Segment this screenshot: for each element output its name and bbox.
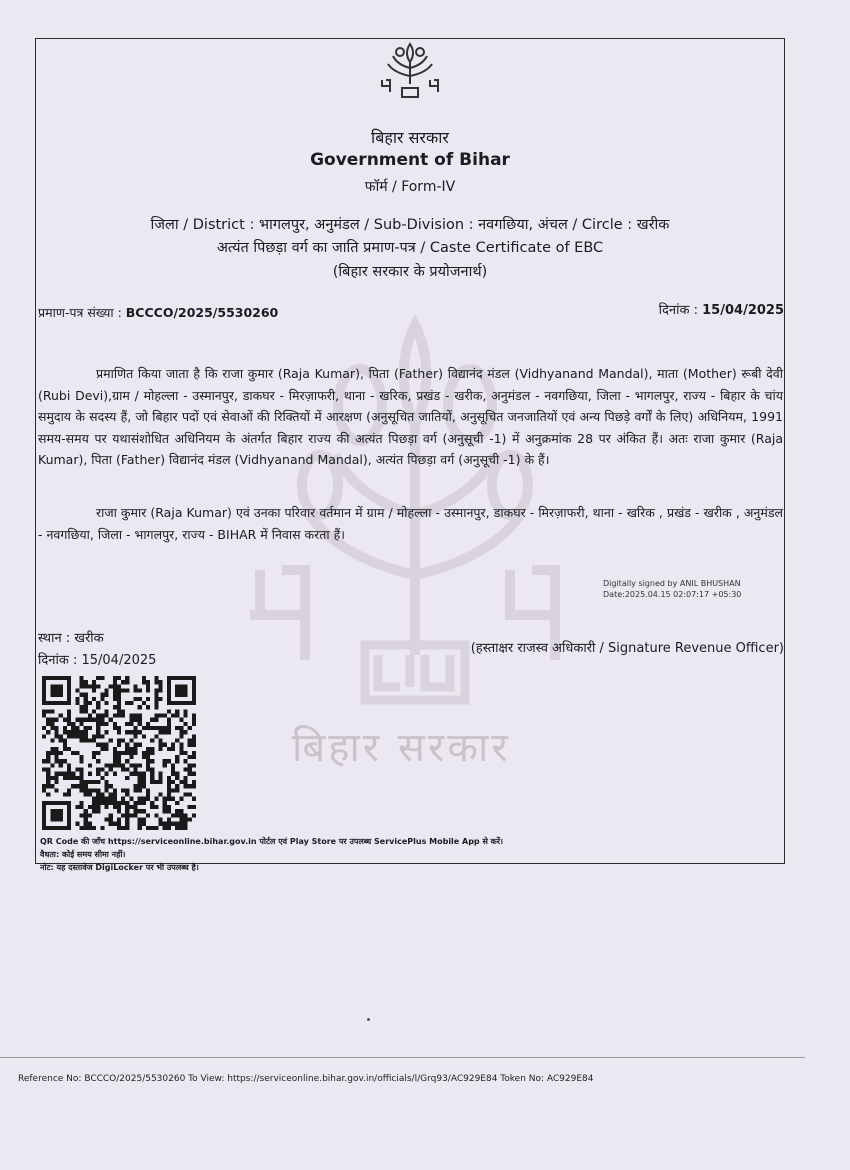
watermark-text: बिहार सरकार <box>292 725 511 771</box>
speck <box>367 1018 370 1021</box>
title-hindi: बिहार सरकार <box>371 128 449 147</box>
signature-officer: (हस्ताक्षर राजस्व अधिकारी / Signature Revenue Officer) <box>470 641 784 656</box>
digital-signature-line-2: Date:2025.04.15 02:07:17 +05:30 <box>603 590 742 599</box>
district-line: जिला / District : भागलपुर, अनुमंडल / Sub-Division : नवगछिया, अंचल / Circle : खरीक <box>150 217 670 233</box>
issue-place: स्थान : खरीक <box>38 631 104 646</box>
validity-note: वैधता: कोई समय सीमा नहीं। <box>40 850 126 859</box>
digital-signature <box>603 578 741 600</box>
certificate-title: अत्यंत पिछड़ा वर्ग का जाति प्रमाण-पत्र / Caste Certificate of EBC <box>216 240 604 256</box>
purpose-line: (बिहार सरकार के प्रयोजनार्थ) <box>332 264 488 280</box>
form-number: फॉर्म / Form-IV <box>364 179 456 195</box>
reference-footer: Reference No: BCCCO/2025/5530260 To View: https://serviceonline.bihar.gov.in/officials/l/Grq93/AC929E84 Token No: AC929E84 <box>18 1074 594 1084</box>
certificate-number <box>38 304 278 321</box>
issue-date: दिनांक : 15/04/2025 <box>38 653 157 668</box>
qr-note: QR Code की जाँच https://serviceonline.bihar.gov.in पोर्टल एवं Play Store पर उपलब्ध ServicePlus Mobile App से करें। <box>40 837 504 846</box>
footer-divider <box>0 1057 805 1058</box>
qr-code <box>42 676 196 830</box>
certificate-date <box>659 300 784 318</box>
digital-signature-line-1: Digitally signed by ANIL BHUSHAN <box>603 579 741 588</box>
certificate-date-value: 15/04/2025 <box>702 303 784 318</box>
title-english: Government of Bihar <box>310 150 510 170</box>
certificate-number-value: BCCCO/2025/5530260 <box>125 305 279 320</box>
certificate-paragraph-2: राजा कुमार (Raja Kumar) एवं उनका परिवार वर्तमान में ग्राम / मोहल्ला - उस्मानपुर, डाकघर - मिरज़ाफरी, थाना - खरिक , प्रखंड - खरीक , अनुमंडल - नवगछिया, जिला - भागलपुर, राज्य - BIHAR में निवास करता हैं। <box>38 505 783 542</box>
bihar-emblem-icon <box>378 40 442 104</box>
certificate-number-label: प्रमाण-पत्र संख्या : <box>38 305 122 320</box>
certificate-paragraph-1: प्रमाणित किया जाता है कि राजा कुमार (Raja Kumar), पिता (Father) विद्यानंद मंडल (Vidhyanand Mandal), माता (Mother) रूबी देवी (Rubi Devi),ग्राम / मोहल्ला - उस्मानपुर, डाकघर - मिरज़ाफरी, थाना - खरिक, प्रखंड - खरीक, अनुमंडल - नवगछिया, जिला - भागलपुर, राज्य - बिहार के चांय समुदाय के सदस्य हैं, जो बिहार पदों एवं सेवाओं की रिक्तियों में आरक्षण (अनुसूचित जातियों, अनुसूचित जनजातियों एवं अन्य पिछड़े वर्गों के लिए) अधिनियम, 1991 समय-समय पर यथासंशोधित अधिनियम के अंतर्गत बिहार राज्य की अत्यंत पिछड़ा वर्ग (अनुसूची -1) में अनुक्रमांक 28 पर अंकित हैं। अतः राजा कुमार (Raja Kumar), पिता (Father) विद्यानंद मंडल (Vidhyanand Mandal), अत्यंत पिछड़ा वर्ग (अनुसूची -1) के हैं। <box>38 366 783 467</box>
digilocker-note: नोट: यह दस्तावेज DigiLocker पर भी उपलब्ध है। <box>40 863 199 872</box>
certificate-date-label: दिनांक : <box>658 303 698 318</box>
